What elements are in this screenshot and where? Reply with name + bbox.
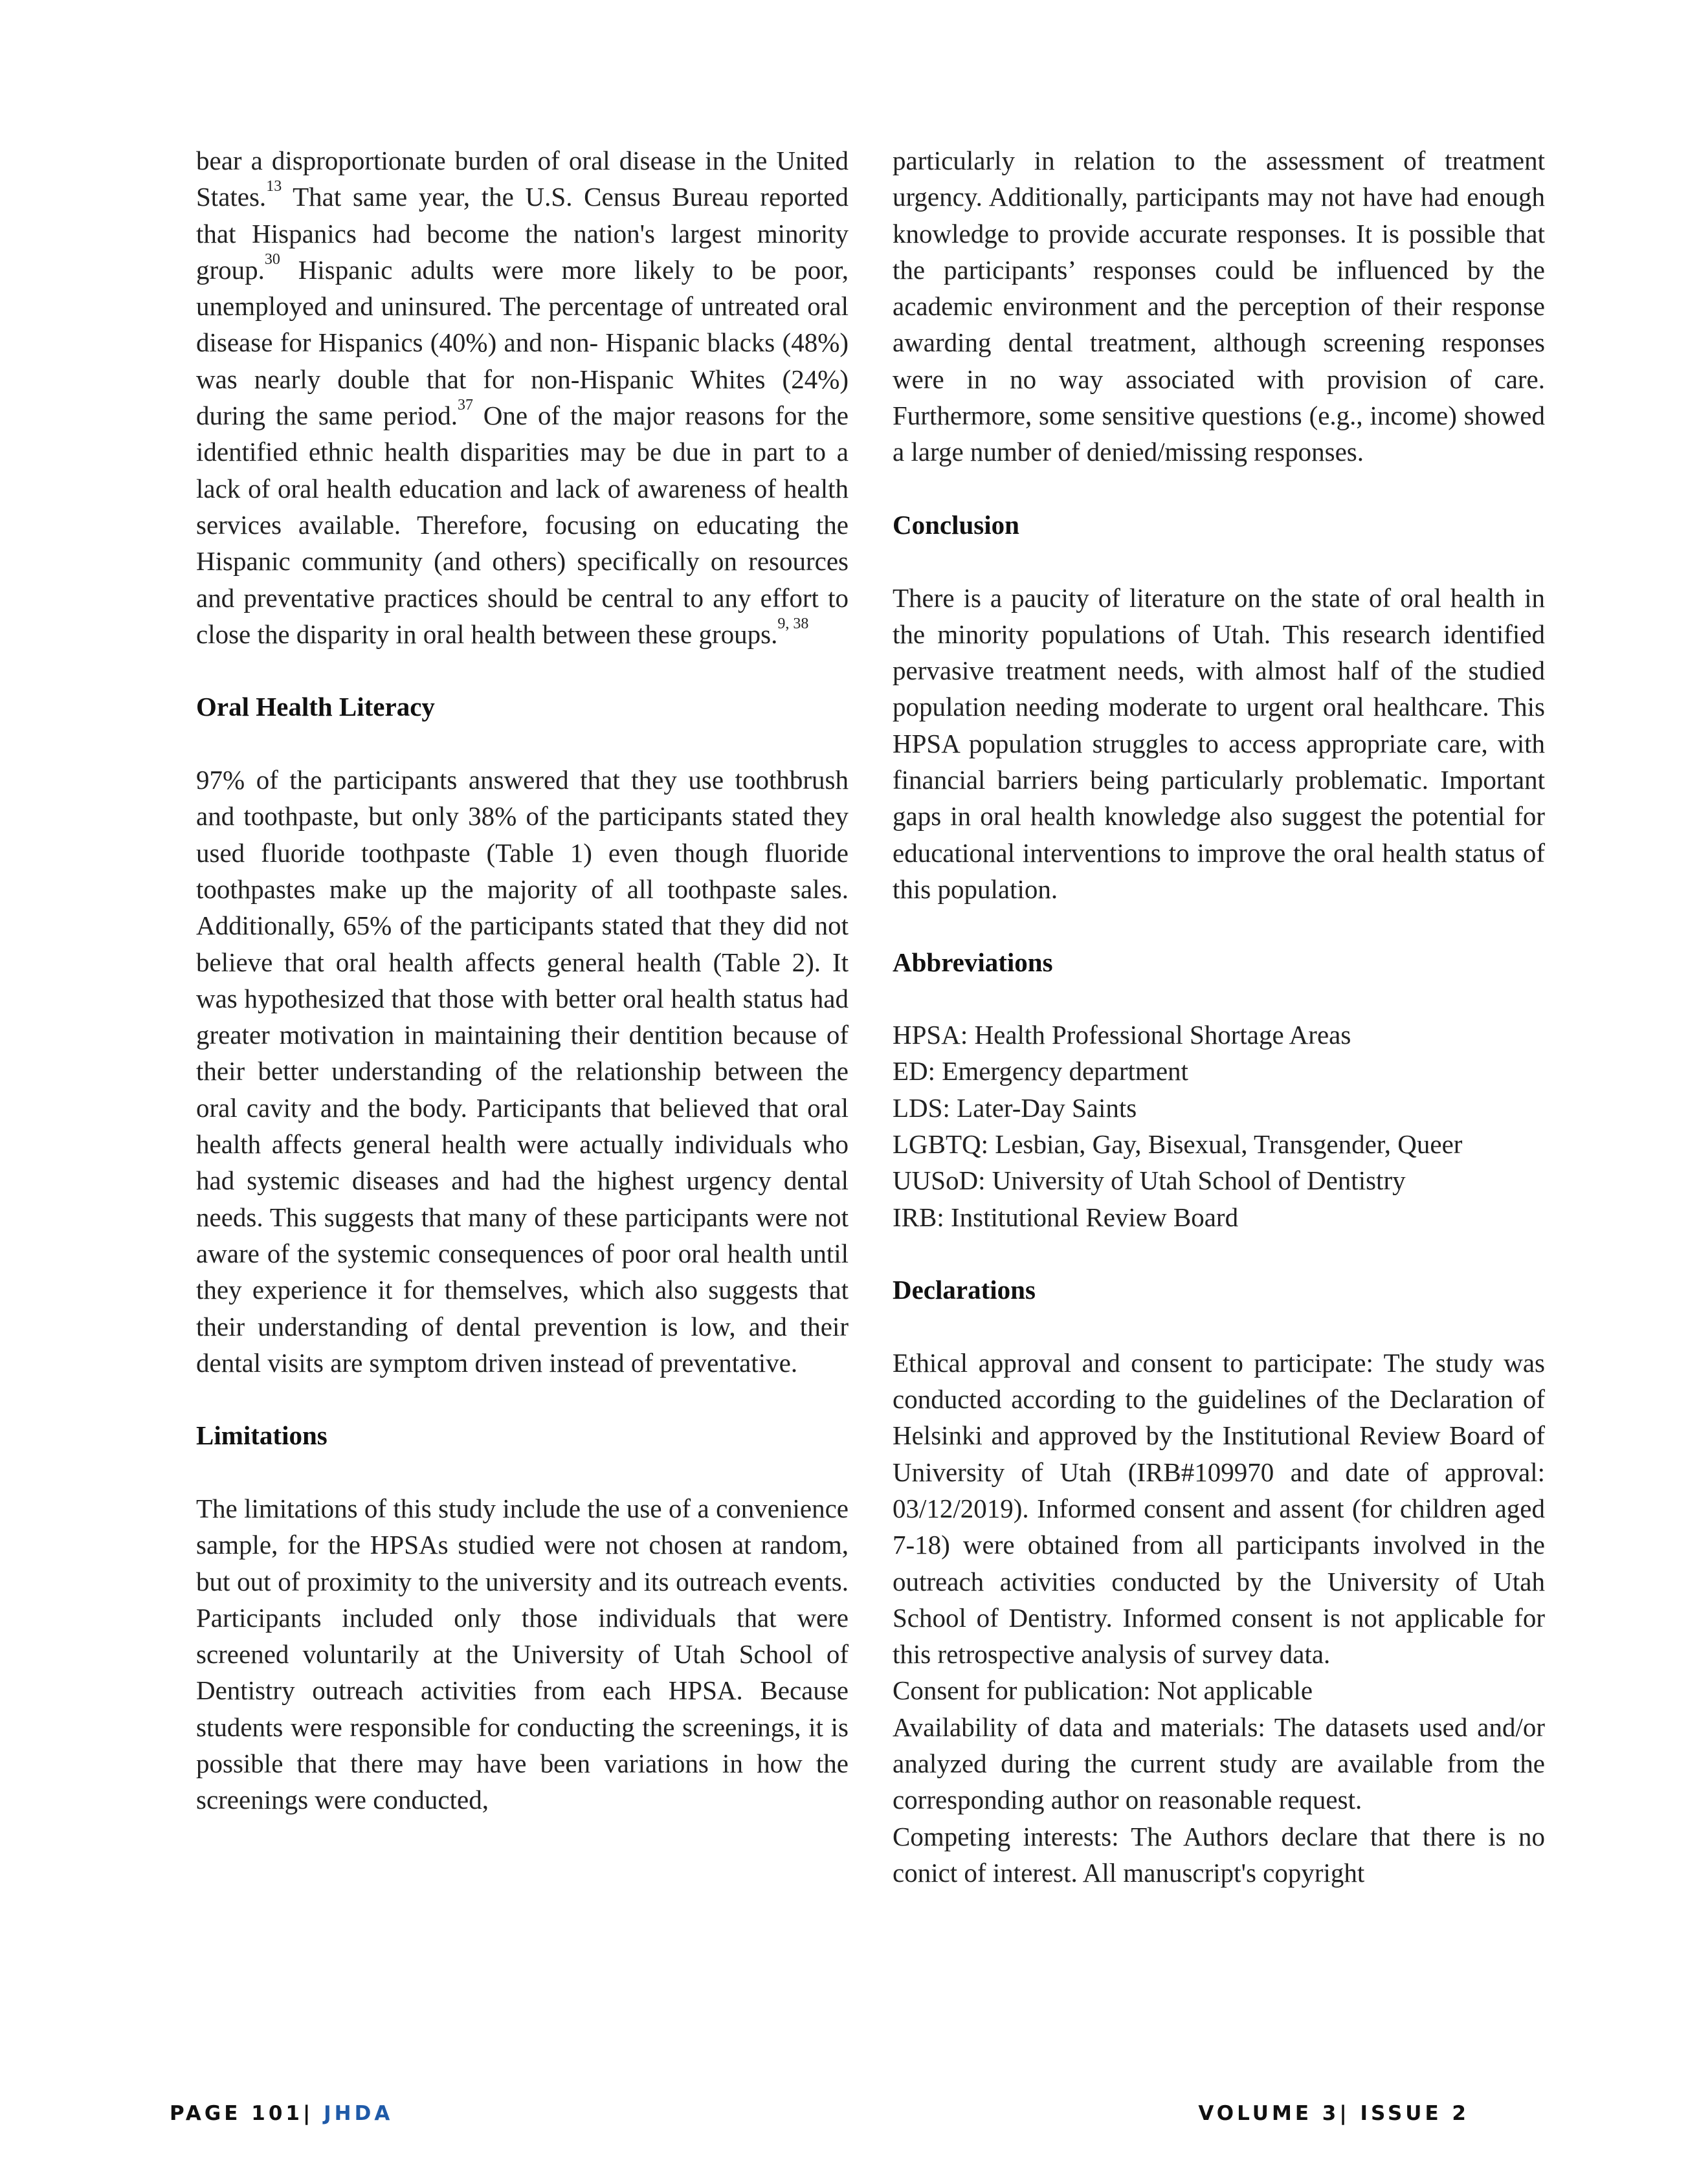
literacy-paragraph: 97% of the participants answered that they use toothbrush and toothpaste, but only 38% of the participants stated they used fluoride toothpaste (Table 1) even though fluoride toothpastes make up the majority of all toothpaste sales. Additionally, 65% of the participants stated that they did not believe that oral health affects general health (Table 2). It was hypothesized that those with better oral health status had greater motivation in maintaining their dentition because of their better understanding of the relationship between the oral cavity and the body. Participants that believed that oral health affects general health were actually individuals who had systemic diseases and had the highest urgency dental needs. This suggests that many of these participants were not aware of the systemic consequences of poor oral health until they experience it for themselves, which also suggests that their understanding of dental prevention is low, and their dental visits are symptom driven instead of preventative. <box>196 765 849 1378</box>
footer-page-info <box>170 2102 393 2125</box>
consent-publication-paragraph: Consent for publication: Not applicable <box>893 1675 1313 1706</box>
text-span: Hispanic adults were more likely to be poor, unemployed and uninsured. The percentage of untreated oral disease for Hispanics (40%) and non- Hispanic blacks (48%) was nearly double that for non-Hispanic Whites (24%) during the same period. <box>196 254 849 431</box>
citation-superscript: 13 <box>266 178 282 195</box>
limitations-continued-paragraph: particularly in relation to the assessment of treatment urgency. Additionally, participants may not have had enough knowledge to provide accurate responses. It is possible that the participants’ responses could be influenced by the academic environment and the perception of their response awarding dental treatment, although screening responses were in no way associated with provision of care. Furthermore, some sensitive questions (e.g., income) showed a large number of denied/missing responses. <box>893 146 1545 467</box>
citation-superscript: 37 <box>457 397 473 414</box>
text-span: bear a disproportionate burden of oral disease in the United States. <box>196 146 849 212</box>
heading-oral-health-literacy: Oral Health Literacy <box>196 692 435 722</box>
footer-volume-issue: VOLUME 3| ISSUE 2 <box>1198 2102 1469 2125</box>
conclusion-paragraph: There is a paucity of literature on the state of oral health in the minority populations of Utah. This research identified pervasive treatment needs, with almost half of the studied population needing moderate to urgent oral healthcare. This HPSA population struggles to access appropriate care, with financial barriers being particularly problematic. Important gaps in oral health knowledge also suggest the potential for educational interventions to improve the oral health status of this population. <box>893 582 1545 904</box>
left-column <box>196 142 849 1818</box>
right-column <box>893 142 1545 1891</box>
heading-abbreviations: Abbreviations <box>893 947 1053 977</box>
heading-limitations: Limitations <box>196 1420 328 1451</box>
citation-superscript: 30 <box>264 251 280 269</box>
disparity-paragraph <box>196 142 849 652</box>
abbreviation-item: HPSA: Health Professional Shortage Areas <box>893 1020 1351 1050</box>
data-availability-paragraph: Availability of data and materials: The datasets used and/or analyzed during the current study are available from the corresponding author on reasonable request. <box>893 1712 1545 1815</box>
abbreviation-item: IRB: Institutional Review Board <box>893 1202 1239 1232</box>
heading-conclusion: Conclusion <box>893 509 1019 540</box>
citation-superscript: 9, 38 <box>777 615 809 633</box>
abbreviation-item: LDS: Later-Day Saints <box>893 1092 1137 1123</box>
page-number: PAGE 101| <box>170 2102 314 2125</box>
competing-interests-paragraph: Competing interests: The Authors declare that there is no conict of interest. All manuscript's copyright <box>893 1821 1545 1888</box>
abbreviation-item: LGBTQ: Lesbian, Gay, Bisexual, Transgender, Queer <box>893 1129 1463 1160</box>
journal-name: JHDA <box>324 2102 394 2125</box>
abbreviation-list <box>893 1017 1545 1235</box>
abbreviation-item: ED: Emergency department <box>893 1056 1188 1086</box>
heading-declarations: Declarations <box>893 1275 1036 1305</box>
text-span: That same year, the U.S. Census Bureau reported that Hispanics had become the nation's largest minority group. <box>196 182 849 285</box>
limitations-paragraph: The limitations of this study include the use of a convenience sample, for the HPSAs studied were not chosen at random, but out of proximity to the university and its outreach events. Participants included only those individuals that were screened voluntarily at the University of Utah School of Dentistry outreach activities from each HPSA. Because students were responsible for conducting the screenings, it is possible that there may have been variations in how the screenings were conducted, <box>196 1493 849 1815</box>
ethics-paragraph: Ethical approval and consent to participate: The study was conducted according to the guidelines of the Declaration of Helsinki and approved by the Institutional Review Board of University of Utah (IRB#109970 and date of approval: 03/12/2019). Informed consent and assent (for children aged 7-18) were obtained from all participants involved in the outreach activities conducted by the University of Utah School of Dentistry. Informed consent is not applicable for this retrospective analysis of survey data. <box>893 1347 1545 1670</box>
abbreviation-item: UUSoD: University of Utah School of Dentistry <box>893 1165 1406 1196</box>
text-span: One of the major reasons for the identified ethnic health disparities may be due in part to a lack of oral health education and lack of awareness of health services available. Therefore, focusing on educating the Hispanic community (and others) specifically on resources and preventative practices should be central to any effort to close the disparity in oral health between these groups. <box>196 401 849 649</box>
